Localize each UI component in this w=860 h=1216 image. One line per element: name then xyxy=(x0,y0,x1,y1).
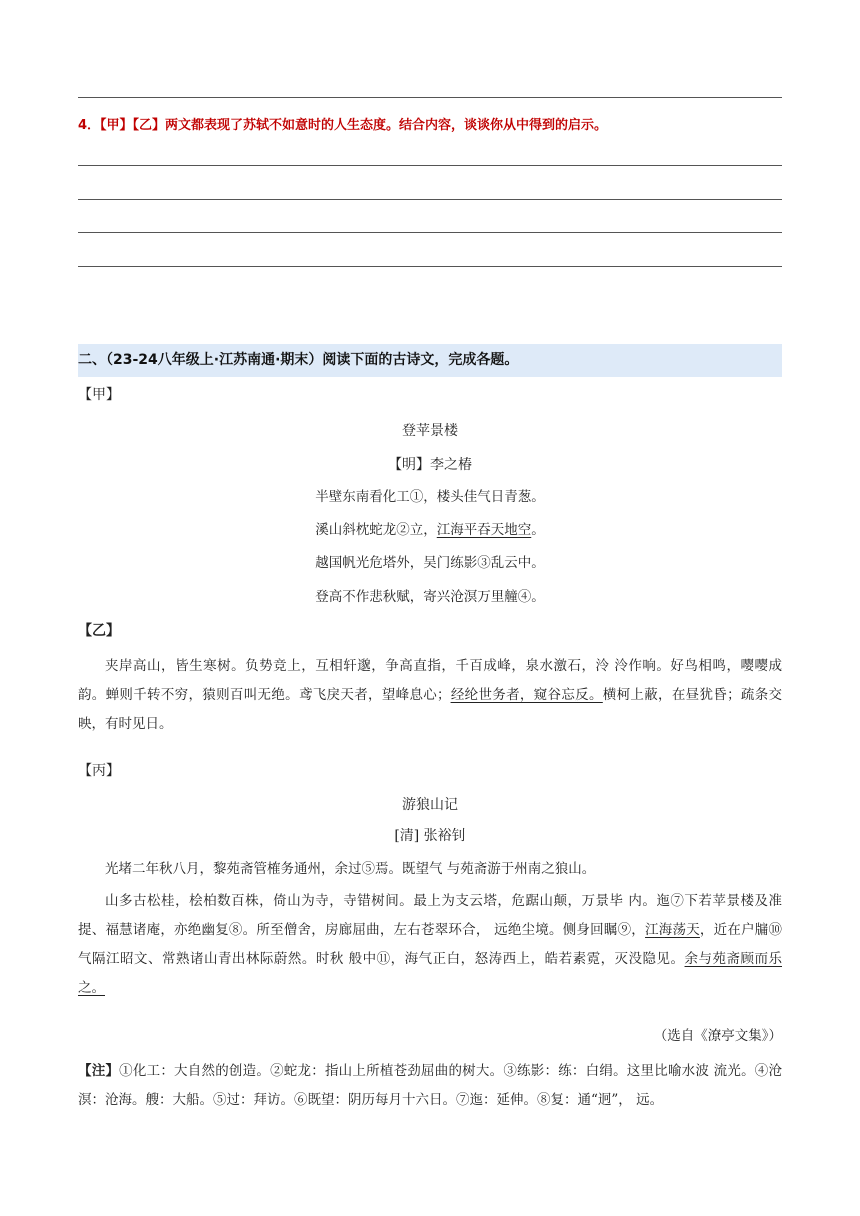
answer-line xyxy=(78,199,782,200)
poem-title: 登苹景楼 xyxy=(402,423,458,439)
poem-author: 【明】李之椿 xyxy=(388,457,472,473)
question-4: 4．【甲】【乙】两文都表现了苏轼不如意时的人生态度。结合内容，谈谈你从中得到的启示。 xyxy=(78,118,608,133)
notes: 【注】①化工：大自然的创造。②蛇龙：指山上所植苍劲屈曲的树大。③练影：练：白绢。这里比喻水波 流光。④沧溟：沧海。艘：大船。⑤过：拜访。⑥既望：阴历每月十六日。⑦迤：延伸。⑧复：通“迥”， 远。 xyxy=(78,1063,783,1108)
bing-paragraph-2: 山多古松桂，桧柏数百株，倚山为寺，寺错树间。最上为支云塔，危踞山颠，万景毕 内。迤⑦下若苹景楼及准提、福慧诸庵，亦绝幽复⑧。所至僧舍，房廊屈曲，左右苍翠环合， 远绝尘境。侧身回瞩⑨，江海荡天，近在户牖⑩气隔江昭文、常熟诸山青出林际蔚然。时秋 般中⑪，海气正白，怒涛西上，皓若素霓，灭没隐见。余与苑斋顾而乐之。 xyxy=(78,893,783,996)
poem-line-4: 登高不作悲秋赋，寄兴沧溟万里艟④。 xyxy=(315,589,545,605)
essay-title: 游狼山记 xyxy=(402,797,458,813)
essay-author: [清] 张裕钊 xyxy=(394,828,466,844)
answer-line xyxy=(78,266,782,267)
poem-line-2: 溪山斜枕蛇龙②立，江海平吞天地空。 xyxy=(315,522,545,538)
answer-line xyxy=(78,97,782,98)
notes-label: 【注】 xyxy=(78,1063,120,1079)
answer-line xyxy=(78,165,782,166)
poem-line-1: 半壁东南看化工①，楼头佳气日青葱。 xyxy=(315,489,545,505)
tag-yi: 【乙】 xyxy=(78,623,120,639)
source-citation: （选自《潦亭文集》） xyxy=(653,1028,782,1044)
underlined-sentence: 余与苑斋顾而乐之。 xyxy=(78,951,782,996)
section-heading: 二、（23-24八年级上·江苏南通·期末）阅读下面的古诗文，完成各题。 xyxy=(78,344,782,377)
tag-jia: 【甲】 xyxy=(78,387,120,403)
answer-line xyxy=(78,232,782,233)
underlined-phrase: 江海荡天 xyxy=(645,922,700,938)
yi-paragraph: 夹岸高山，皆生寒树。负势竞上，互相轩邈，争高直指，千百成峰，泉水激石，泠 泠作响。好鸟相鸣，嘤嘤成韵。蝉则千转不穷，猿则百叫无绝。鸢飞戾天者，望峰息心；经纶世务者，窥谷忘反。横柯上蔽，在昼犹昏；疏条交映，有时见日。 xyxy=(78,658,783,732)
underlined-phrase: 江海平吞天地空 xyxy=(436,522,532,538)
bing-paragraph-1: 光堵二年秋八月，黎苑斋管榷务通州，余过⑤焉。既望气 与苑斋游于州南之狼山。 xyxy=(105,861,596,877)
underlined-phrase: 经纶世务者，窥谷忘反。 xyxy=(450,687,603,703)
poem-line-3: 越国帆光危塔外，吴门练影③乱云中。 xyxy=(315,555,545,571)
tag-bing: 【丙】 xyxy=(78,763,120,779)
